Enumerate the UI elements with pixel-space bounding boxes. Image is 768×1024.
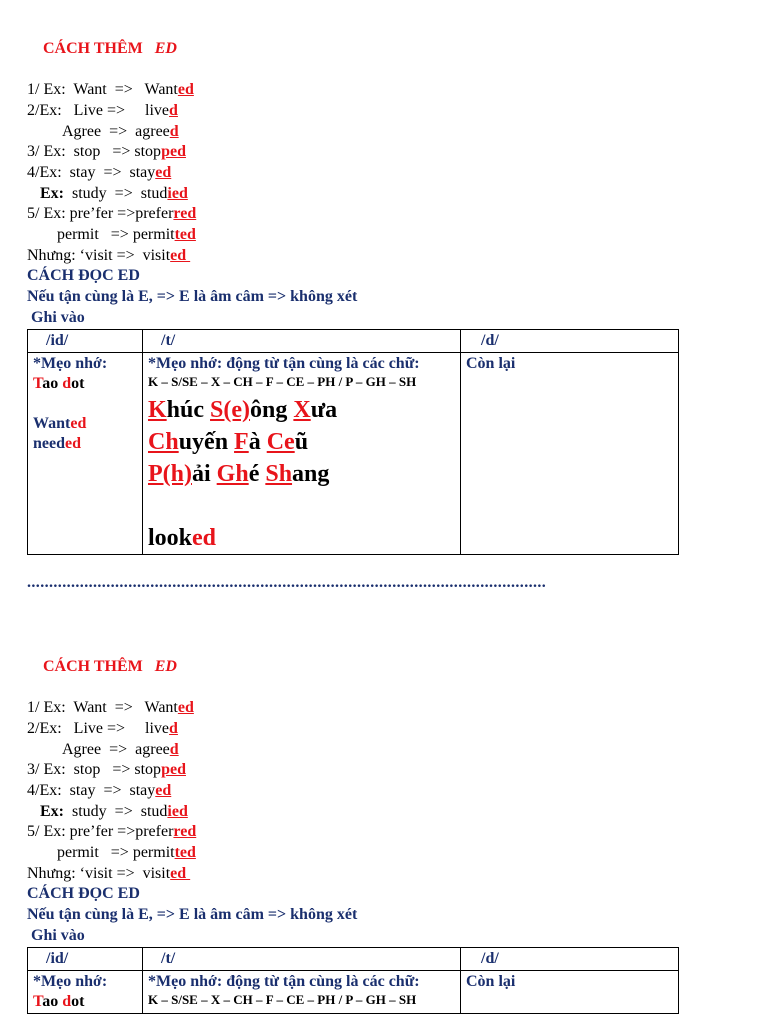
silent-e-note: Nếu tận cùng là E, => E là âm câm => không xét	[27, 906, 358, 924]
record-label: Ghi vào	[31, 926, 85, 944]
section-title-add-ed	[27, 636, 687, 698]
ed-suffix: ped	[161, 761, 186, 779]
ed-suffix: ed	[155, 781, 172, 799]
rule-line: Agree => agreed	[62, 740, 179, 758]
header-t: /t/	[143, 329, 461, 352]
d-cell: Còn lại	[461, 352, 679, 554]
rule-line: 4/Ex: stay => stayed	[27, 781, 172, 799]
d-cell: Còn lại	[461, 970, 679, 1013]
record-label: Ghi vào	[31, 308, 85, 326]
title-ed: ED	[154, 39, 177, 57]
rule-line: Agree => agreed	[62, 122, 179, 140]
section-title-add-ed	[27, 18, 687, 80]
t-example: looked	[148, 524, 217, 551]
rule-line: Ex: study => studied	[40, 802, 188, 820]
t-memo-label: *Mẹo nhớ: động từ tận cùng là các chữ:	[148, 972, 420, 990]
rule-line: 1/ Ex: Want => Wanted	[27, 81, 194, 99]
id-memo-label: *Mẹo nhớ:	[33, 972, 108, 990]
ed-suffix: d	[169, 122, 179, 140]
id-mnemonic: Tao dot	[33, 374, 85, 392]
rule-line: 5/ Ex: pre’fer =>preferred	[27, 205, 197, 223]
id-memo-label: *Mẹo nhớ:	[33, 354, 108, 372]
ed-suffix: ed	[177, 81, 194, 99]
ed-suffix: ied	[167, 802, 188, 820]
t-cell	[143, 970, 461, 1013]
table-header-row	[28, 947, 679, 970]
rule-line: Nhưng: ‘visit => visited	[27, 864, 191, 882]
title-ed: ED	[154, 657, 177, 675]
t-memo-label: *Mẹo nhớ: động từ tận cùng là các chữ:	[148, 354, 420, 372]
rule-line: 4/Ex: stay => stayed	[27, 163, 172, 181]
mnemonic-line: P(h)ải Ghé Shang	[148, 460, 330, 487]
ed-suffix: d	[169, 101, 178, 119]
ed-suffix: ted	[174, 226, 196, 244]
table-header-row	[28, 329, 679, 352]
pronunciation-table	[27, 329, 679, 555]
rule-line: 1/ Ex: Want => Wanted	[27, 699, 194, 717]
table-body-row	[28, 352, 679, 554]
header-id: /id/	[28, 329, 143, 352]
ed-suffix: ied	[167, 184, 188, 202]
id-example: needed	[33, 434, 81, 452]
id-cell	[28, 352, 143, 554]
ed-suffix: ed	[170, 864, 191, 882]
ed-suffix: ed	[155, 163, 172, 181]
ed-suffix: red	[173, 205, 197, 223]
id-example: Wanted	[33, 414, 87, 432]
pronunciation-table	[27, 947, 679, 1014]
table-body-row	[28, 970, 679, 1013]
rule-line: Nhưng: ‘visit => visited	[27, 246, 191, 264]
t-letter-list: K – S/SE – X – CH – F – CE – PH / P – GH – SH	[148, 373, 417, 389]
mnemonic-line: Chuyến Fà Ceũ	[148, 428, 309, 455]
ed-suffix: red	[173, 823, 197, 841]
rule-line: permit => permitted	[57, 844, 196, 862]
mnemonic-line: Khúc S(e)ông Xưa	[148, 396, 338, 423]
section-title-read-ed: CÁCH ĐỌC ED	[27, 267, 140, 285]
rule-line: 2/Ex: Live => lived	[27, 719, 178, 737]
rule-list	[27, 698, 687, 884]
ed-suffix: ped	[161, 143, 186, 161]
id-cell	[28, 970, 143, 1013]
silent-e-note: Nếu tận cùng là E, => E là âm câm => không xét	[27, 288, 358, 306]
rule-line: permit => permitted	[57, 226, 196, 244]
rule-line: Ex: study => studied	[40, 184, 188, 202]
header-d: /d/	[461, 329, 679, 352]
t-cell	[143, 352, 461, 554]
ed-lesson-block-copy	[27, 636, 687, 1014]
dotted-separator: ......................................................................................................................	[27, 574, 547, 591]
ed-suffix: d	[169, 719, 178, 737]
rule-line: 2/Ex: Live => lived	[27, 101, 178, 119]
ed-lesson-block	[27, 18, 687, 555]
header-id: /id/	[28, 947, 143, 970]
rule-line: 3/ Ex: stop => stopped	[27, 143, 186, 161]
ed-suffix: ted	[174, 844, 196, 862]
header-d: /d/	[461, 947, 679, 970]
t-letter-list: K – S/SE – X – CH – F – CE – PH / P – GH – SH	[148, 991, 417, 1007]
ed-suffix: ed	[170, 246, 191, 264]
ed-suffix: d	[169, 740, 179, 758]
ed-suffix: ed	[177, 699, 194, 717]
rule-list	[27, 80, 687, 266]
id-mnemonic: Tao dot	[33, 992, 85, 1010]
rule-line: 3/ Ex: stop => stopped	[27, 761, 186, 779]
title-main: CÁCH THÊM	[43, 39, 143, 57]
header-t: /t/	[143, 947, 461, 970]
rule-line: 5/ Ex: pre’fer =>preferred	[27, 823, 197, 841]
title-main: CÁCH THÊM	[43, 657, 143, 675]
t-mnemonic	[148, 394, 455, 490]
id-examples	[33, 414, 137, 454]
section-title-read-ed: CÁCH ĐỌC ED	[27, 885, 140, 903]
